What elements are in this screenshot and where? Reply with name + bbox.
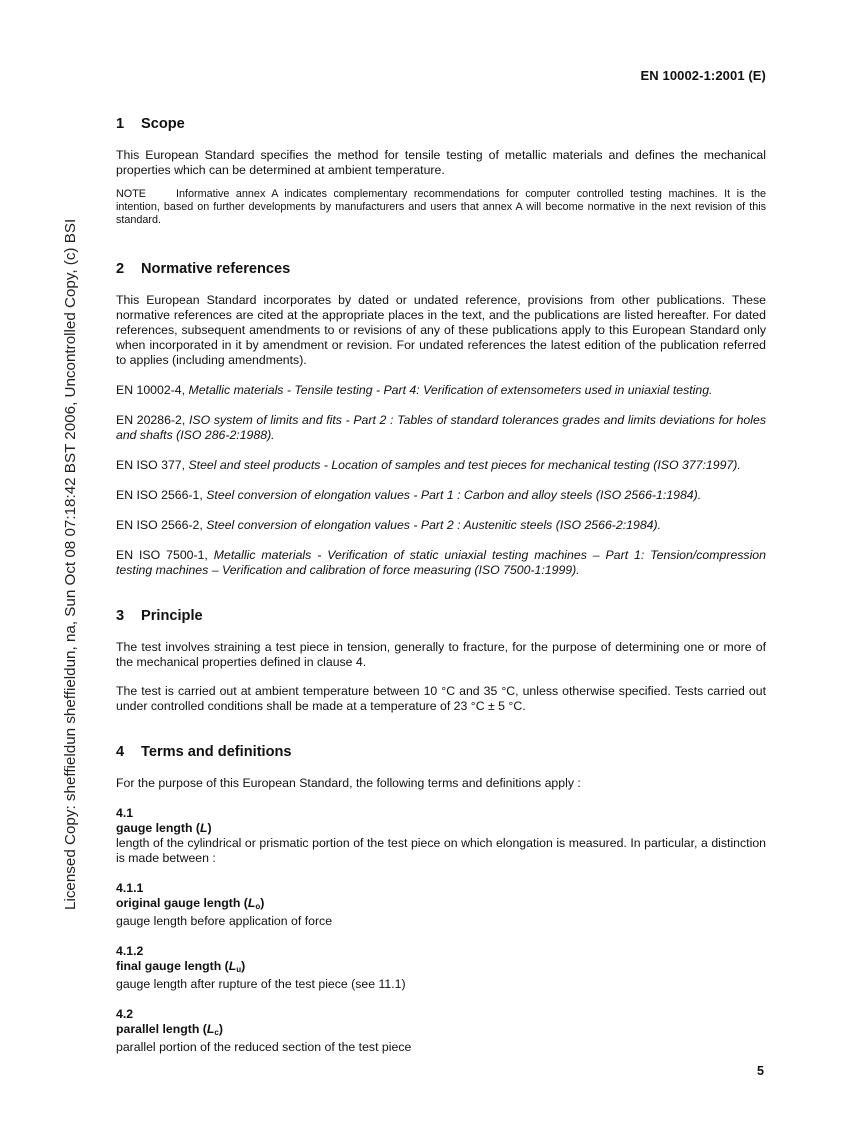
term-entry bbox=[116, 806, 766, 866]
term-name: final gauge length $(L_u)$ bbox=[116, 959, 246, 974]
term-entry bbox=[116, 881, 766, 929]
page-content bbox=[116, 114, 766, 1055]
document-reference: EN 10002-1:2001 (E) bbox=[640, 68, 766, 83]
term-definition: gauge length before application of force bbox=[116, 914, 333, 928]
section-4-intro: For the purpose of this European Standard, the following terms and definitions apply : bbox=[116, 776, 581, 790]
term-name: gauge length (L) bbox=[116, 821, 212, 835]
normative-reference-item bbox=[116, 548, 766, 578]
term-number: 4.1.1 bbox=[116, 881, 144, 895]
term-definition: gauge length after rupture of the test piece (see 11.1) bbox=[116, 977, 406, 991]
term-number: 4.1.2 bbox=[116, 944, 144, 958]
license-watermark: Licensed Copy: sheffieldun sheffieldun, na, Sun Oct 08 07:18:42 BST 2006, Uncontrolled Copy, (c) BSI bbox=[62, 218, 79, 910]
term-number: 4.2 bbox=[116, 1007, 134, 1021]
section-3-paragraph-2: The test is carried out at ambient temperature between 10 °C and 35 °C, unless otherwise specified. Tests carried out under controlled conditions shall be made at a temperature of 23 °C ± 5 °C. bbox=[116, 684, 766, 713]
reference-title: Metallic materials - Tensile testing - Part 4: Verification of extensometers used in uniaxial testing. bbox=[188, 383, 713, 397]
term-symbol: L bbox=[206, 1022, 215, 1036]
term-entry bbox=[116, 944, 766, 992]
section-1-heading: 1 Scope bbox=[116, 116, 185, 132]
normative-reference-item bbox=[116, 488, 766, 503]
term-definition: parallel portion of the reduced section of the test piece bbox=[116, 1040, 412, 1054]
term-name: original gauge length $(L_o)$ bbox=[116, 896, 265, 911]
section-3-heading: 3 Principle bbox=[116, 608, 203, 624]
reference-code: EN 10002-4, bbox=[116, 383, 186, 397]
normative-reference-item bbox=[116, 413, 766, 443]
term-symbol: L bbox=[200, 821, 208, 835]
section-3-paragraph-1: The test involves straining a test piece in tension, generally to fracture, for the purpose of determining one or more of the mechanical properties defined in clause 4. bbox=[116, 640, 766, 669]
reference-title: Steel conversion of elongation values - Part 1 : Carbon and alloy steels (ISO 2566-1:1984). bbox=[206, 488, 702, 502]
normative-reference-item bbox=[116, 383, 766, 398]
normative-reference-item bbox=[116, 518, 766, 533]
normative-reference-list bbox=[116, 368, 766, 578]
reference-code: EN ISO 7500-1, bbox=[116, 548, 208, 562]
reference-title: Steel conversion of elongation values - Part 2 : Austenitic steels (ISO 2566-2:1984). bbox=[206, 518, 662, 532]
reference-code: EN 20286-2, bbox=[116, 413, 186, 427]
term-symbol-subscript: o bbox=[255, 902, 261, 911]
term-entry bbox=[116, 1007, 766, 1055]
section-1-note: NOTE Informative annex A indicates complementary recommendations for computer controlled testing machines. It is the intention, based on further developments by manufacturers and users that annex A will become normative in the next revision of this standard. bbox=[116, 188, 766, 226]
term-symbol: L bbox=[228, 959, 237, 973]
reference-title: Metallic materials - Verification of static uniaxial testing machines – Part 1: Tension/compression testing machines – Verification and calibration of force measuring (ISO 7500-1:1999). bbox=[116, 548, 766, 577]
section-1-paragraph: This European Standard specifies the method for tensile testing of metallic materials and defines the mechanical properties which can be determined at ambient temperature. bbox=[116, 148, 766, 177]
reference-title: Steel and steel products - Location of samples and test pieces for mechanical testing (ISO 377:1997). bbox=[188, 458, 741, 472]
reference-code: EN ISO 2566-1, bbox=[116, 488, 203, 502]
reference-code: EN ISO 2566-2, bbox=[116, 518, 203, 532]
term-definition: length of the cylindrical or prismatic portion of the test piece on which elongation is measured. In particular, a distinction is made between : bbox=[116, 836, 766, 865]
term-symbol-subscript: c bbox=[214, 1028, 219, 1037]
term-symbol-subscript: u bbox=[236, 965, 242, 974]
term-number: 4.1 bbox=[116, 806, 134, 820]
page-number: 5 bbox=[757, 1064, 764, 1078]
section-2-heading: 2 Normative references bbox=[116, 261, 291, 277]
reference-title: ISO system of limits and fits - Part 2 : Tables of standard tolerances grades and limits deviations for holes and shafts (ISO 286-2:1988). bbox=[116, 413, 766, 442]
term-name: parallel length $(L_c)$ bbox=[116, 1022, 223, 1037]
section-4-heading: 4 Terms and definitions bbox=[116, 744, 292, 760]
reference-code: EN ISO 377, bbox=[116, 458, 186, 472]
term-list bbox=[116, 791, 766, 1055]
normative-reference-item bbox=[116, 458, 766, 473]
term-symbol: L bbox=[247, 896, 256, 910]
section-2-paragraph: This European Standard incorporates by dated or undated reference, provisions from other publications. These normative references are cited at the appropriate places in the text, and the publications are listed hereafter. For dated references, subsequent amendments to or revisions of any of these publications apply to this European Standard only when incorporated in it by amendment or revision. For undated references the latest edition of the publication referred to applies (including amendments). bbox=[116, 293, 766, 367]
